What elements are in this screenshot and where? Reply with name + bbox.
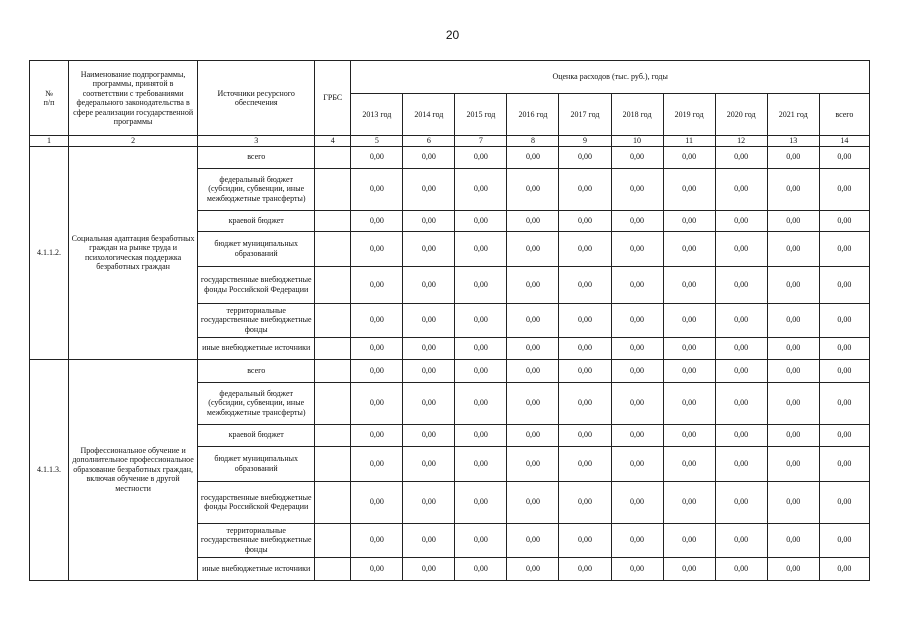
- funding-source: федеральный бюджет (субсидии, субвенции, иные межбюджетные трансферты): [198, 382, 315, 424]
- header-estimate: Оценка расходов (тыс. руб.), годы: [351, 61, 870, 94]
- grbs-cell: [315, 168, 351, 210]
- grbs-cell: [315, 146, 351, 168]
- amount-cell: 0,00: [663, 231, 715, 266]
- amount-cell: 0,00: [403, 168, 455, 210]
- amount-cell: 0,00: [767, 446, 819, 481]
- header-year: 2016 год: [507, 94, 559, 136]
- amount-cell: 0,00: [767, 382, 819, 424]
- amount-cell: 0,00: [507, 523, 559, 557]
- grbs-cell: [315, 523, 351, 557]
- amount-cell: 0,00: [611, 231, 663, 266]
- amount-cell: 0,00: [715, 446, 767, 481]
- funding-source: государственные внебюджетные фонды Российской Федерации: [198, 481, 315, 523]
- amount-cell: 0,00: [715, 231, 767, 266]
- funding-source: государственные внебюджетные фонды Российской Федерации: [198, 266, 315, 303]
- amount-cell: 0,00: [507, 303, 559, 337]
- amount-cell: 0,00: [351, 481, 403, 523]
- amount-cell: 0,00: [559, 424, 611, 446]
- header-year: 2021 год: [767, 94, 819, 136]
- header-year: 2014 год: [403, 94, 455, 136]
- column-number: 14: [819, 136, 869, 147]
- amount-cell: 0,00: [351, 557, 403, 580]
- funding-source: бюджет муниципальных образований: [198, 231, 315, 266]
- amount-cell: 0,00: [455, 303, 507, 337]
- amount-cell: 0,00: [663, 446, 715, 481]
- amount-cell: 0,00: [559, 210, 611, 231]
- amount-cell: 0,00: [403, 446, 455, 481]
- amount-cell: 0,00: [611, 168, 663, 210]
- amount-cell: 0,00: [351, 359, 403, 382]
- grbs-cell: [315, 382, 351, 424]
- amount-cell: 0,00: [715, 557, 767, 580]
- amount-cell: 0,00: [455, 210, 507, 231]
- column-number: 6: [403, 136, 455, 147]
- funding-source: территориальные государственные внебюджетные фонды: [198, 303, 315, 337]
- amount-cell: 0,00: [819, 146, 869, 168]
- column-number: 13: [767, 136, 819, 147]
- amount-cell: 0,00: [455, 557, 507, 580]
- funding-source: федеральный бюджет (субсидии, субвенции, иные межбюджетные трансферты): [198, 168, 315, 210]
- header-sources: Источники ресурсного обеспечения: [198, 61, 315, 136]
- amount-cell: 0,00: [507, 168, 559, 210]
- row-code: 4.1.1.2.: [30, 146, 69, 359]
- amount-cell: 0,00: [507, 146, 559, 168]
- amount-cell: 0,00: [403, 231, 455, 266]
- amount-cell: 0,00: [403, 303, 455, 337]
- funding-source: краевой бюджет: [198, 424, 315, 446]
- amount-cell: 0,00: [819, 337, 869, 359]
- column-number: 10: [611, 136, 663, 147]
- grbs-cell: [315, 210, 351, 231]
- funding-source: территориальные государственные внебюджетные фонды: [198, 523, 315, 557]
- amount-cell: 0,00: [455, 266, 507, 303]
- amount-cell: 0,00: [715, 146, 767, 168]
- column-number: 12: [715, 136, 767, 147]
- funding-source: иные внебюджетные источники: [198, 557, 315, 580]
- column-number: 2: [69, 136, 198, 147]
- amount-cell: 0,00: [819, 231, 869, 266]
- header-grbs: ГРБС: [315, 61, 351, 136]
- grbs-cell: [315, 446, 351, 481]
- amount-cell: 0,00: [507, 424, 559, 446]
- amount-cell: 0,00: [351, 168, 403, 210]
- amount-cell: 0,00: [767, 210, 819, 231]
- amount-cell: 0,00: [819, 382, 869, 424]
- amount-cell: 0,00: [403, 210, 455, 231]
- amount-cell: 0,00: [663, 303, 715, 337]
- expenditure-table: [29, 60, 870, 581]
- table-row: [30, 359, 870, 382]
- grbs-cell: [315, 266, 351, 303]
- amount-cell: 0,00: [663, 266, 715, 303]
- page-number: 20: [445, 28, 460, 42]
- amount-cell: 0,00: [351, 424, 403, 446]
- column-number-row: [30, 136, 870, 147]
- grbs-cell: [315, 557, 351, 580]
- amount-cell: 0,00: [611, 481, 663, 523]
- header-year: 2017 год: [559, 94, 611, 136]
- header-year: всего: [819, 94, 869, 136]
- funding-source: иные внебюджетные источники: [198, 337, 315, 359]
- amount-cell: 0,00: [507, 210, 559, 231]
- amount-cell: 0,00: [559, 359, 611, 382]
- amount-cell: 0,00: [351, 337, 403, 359]
- amount-cell: 0,00: [507, 557, 559, 580]
- table-row: [30, 146, 870, 168]
- amount-cell: 0,00: [611, 359, 663, 382]
- amount-cell: 0,00: [663, 168, 715, 210]
- amount-cell: 0,00: [351, 303, 403, 337]
- amount-cell: 0,00: [767, 359, 819, 382]
- amount-cell: 0,00: [663, 146, 715, 168]
- amount-cell: 0,00: [559, 382, 611, 424]
- amount-cell: 0,00: [455, 424, 507, 446]
- amount-cell: 0,00: [559, 481, 611, 523]
- amount-cell: 0,00: [351, 210, 403, 231]
- header-year: 2013 год: [351, 94, 403, 136]
- header-year: 2019 год: [663, 94, 715, 136]
- grbs-cell: [315, 231, 351, 266]
- amount-cell: 0,00: [611, 424, 663, 446]
- amount-cell: 0,00: [819, 168, 869, 210]
- column-number: 9: [559, 136, 611, 147]
- amount-cell: 0,00: [455, 481, 507, 523]
- amount-cell: 0,00: [819, 266, 869, 303]
- amount-cell: 0,00: [715, 481, 767, 523]
- funding-source: всего: [198, 146, 315, 168]
- amount-cell: 0,00: [767, 523, 819, 557]
- amount-cell: 0,00: [559, 168, 611, 210]
- amount-cell: 0,00: [611, 446, 663, 481]
- grbs-cell: [315, 424, 351, 446]
- header-year: 2020 год: [715, 94, 767, 136]
- amount-cell: 0,00: [611, 337, 663, 359]
- amount-cell: 0,00: [715, 210, 767, 231]
- amount-cell: 0,00: [559, 446, 611, 481]
- amount-cell: 0,00: [351, 231, 403, 266]
- amount-cell: 0,00: [559, 303, 611, 337]
- amount-cell: 0,00: [403, 481, 455, 523]
- amount-cell: 0,00: [819, 424, 869, 446]
- amount-cell: 0,00: [767, 337, 819, 359]
- amount-cell: 0,00: [611, 266, 663, 303]
- grbs-cell: [315, 303, 351, 337]
- amount-cell: 0,00: [611, 146, 663, 168]
- amount-cell: 0,00: [767, 146, 819, 168]
- amount-cell: 0,00: [559, 337, 611, 359]
- amount-cell: 0,00: [455, 446, 507, 481]
- amount-cell: 0,00: [455, 231, 507, 266]
- amount-cell: 0,00: [819, 446, 869, 481]
- amount-cell: 0,00: [351, 146, 403, 168]
- amount-cell: 0,00: [455, 337, 507, 359]
- header-number: № п/п: [30, 61, 69, 136]
- amount-cell: 0,00: [455, 359, 507, 382]
- amount-cell: 0,00: [663, 481, 715, 523]
- amount-cell: 0,00: [611, 382, 663, 424]
- amount-cell: 0,00: [715, 424, 767, 446]
- amount-cell: 0,00: [507, 359, 559, 382]
- column-number: 3: [198, 136, 315, 147]
- amount-cell: 0,00: [819, 210, 869, 231]
- row-code: 4.1.1.3.: [30, 359, 69, 580]
- amount-cell: 0,00: [507, 446, 559, 481]
- amount-cell: 0,00: [663, 557, 715, 580]
- amount-cell: 0,00: [403, 382, 455, 424]
- amount-cell: 0,00: [663, 337, 715, 359]
- amount-cell: 0,00: [403, 266, 455, 303]
- amount-cell: 0,00: [767, 557, 819, 580]
- amount-cell: 0,00: [403, 146, 455, 168]
- amount-cell: 0,00: [507, 382, 559, 424]
- amount-cell: 0,00: [559, 146, 611, 168]
- amount-cell: 0,00: [351, 382, 403, 424]
- header-name: Наименование подпрограммы, программы, принятой в соответствии с требованиями федерального законодательства в сфере реализации государственной программы: [69, 61, 198, 136]
- amount-cell: 0,00: [559, 266, 611, 303]
- amount-cell: 0,00: [559, 557, 611, 580]
- amount-cell: 0,00: [611, 523, 663, 557]
- row-name: Социальная адаптация безработных граждан на рынке труда и психологическая поддержка безработных граждан: [69, 146, 198, 359]
- amount-cell: 0,00: [819, 557, 869, 580]
- amount-cell: 0,00: [507, 481, 559, 523]
- grbs-cell: [315, 359, 351, 382]
- amount-cell: 0,00: [455, 382, 507, 424]
- amount-cell: 0,00: [663, 424, 715, 446]
- amount-cell: 0,00: [507, 337, 559, 359]
- amount-cell: 0,00: [767, 424, 819, 446]
- column-number: 1: [30, 136, 69, 147]
- grbs-cell: [315, 481, 351, 523]
- amount-cell: 0,00: [663, 210, 715, 231]
- amount-cell: 0,00: [767, 303, 819, 337]
- amount-cell: 0,00: [507, 231, 559, 266]
- funding-source: бюджет муниципальных образований: [198, 446, 315, 481]
- amount-cell: 0,00: [715, 168, 767, 210]
- amount-cell: 0,00: [611, 303, 663, 337]
- amount-cell: 0,00: [559, 523, 611, 557]
- column-number: 11: [663, 136, 715, 147]
- amount-cell: 0,00: [507, 266, 559, 303]
- amount-cell: 0,00: [455, 146, 507, 168]
- funding-source: всего: [198, 359, 315, 382]
- amount-cell: 0,00: [663, 382, 715, 424]
- amount-cell: 0,00: [767, 481, 819, 523]
- amount-cell: 0,00: [819, 523, 869, 557]
- amount-cell: 0,00: [403, 557, 455, 580]
- amount-cell: 0,00: [351, 523, 403, 557]
- grbs-cell: [315, 337, 351, 359]
- amount-cell: 0,00: [351, 446, 403, 481]
- amount-cell: 0,00: [767, 168, 819, 210]
- amount-cell: 0,00: [403, 337, 455, 359]
- amount-cell: 0,00: [403, 523, 455, 557]
- amount-cell: 0,00: [819, 481, 869, 523]
- row-name: Профессиональное обучение и дополнительное профессиональное образование безработных граждан, включая обучение в другой местности: [69, 359, 198, 580]
- amount-cell: 0,00: [611, 557, 663, 580]
- funding-source: краевой бюджет: [198, 210, 315, 231]
- column-number: 8: [507, 136, 559, 147]
- amount-cell: 0,00: [663, 523, 715, 557]
- header-year: 2018 год: [611, 94, 663, 136]
- amount-cell: 0,00: [611, 210, 663, 231]
- table-body: [30, 146, 870, 580]
- amount-cell: 0,00: [351, 266, 403, 303]
- amount-cell: 0,00: [715, 266, 767, 303]
- amount-cell: 0,00: [767, 231, 819, 266]
- amount-cell: 0,00: [403, 424, 455, 446]
- amount-cell: 0,00: [767, 266, 819, 303]
- amount-cell: 0,00: [715, 382, 767, 424]
- column-number: 5: [351, 136, 403, 147]
- amount-cell: 0,00: [715, 337, 767, 359]
- amount-cell: 0,00: [455, 523, 507, 557]
- column-number: 4: [315, 136, 351, 147]
- amount-cell: 0,00: [559, 231, 611, 266]
- amount-cell: 0,00: [715, 523, 767, 557]
- amount-cell: 0,00: [403, 359, 455, 382]
- amount-cell: 0,00: [715, 303, 767, 337]
- column-number: 7: [455, 136, 507, 147]
- amount-cell: 0,00: [819, 303, 869, 337]
- header-year: 2015 год: [455, 94, 507, 136]
- amount-cell: 0,00: [455, 168, 507, 210]
- amount-cell: 0,00: [715, 359, 767, 382]
- amount-cell: 0,00: [663, 359, 715, 382]
- amount-cell: 0,00: [819, 359, 869, 382]
